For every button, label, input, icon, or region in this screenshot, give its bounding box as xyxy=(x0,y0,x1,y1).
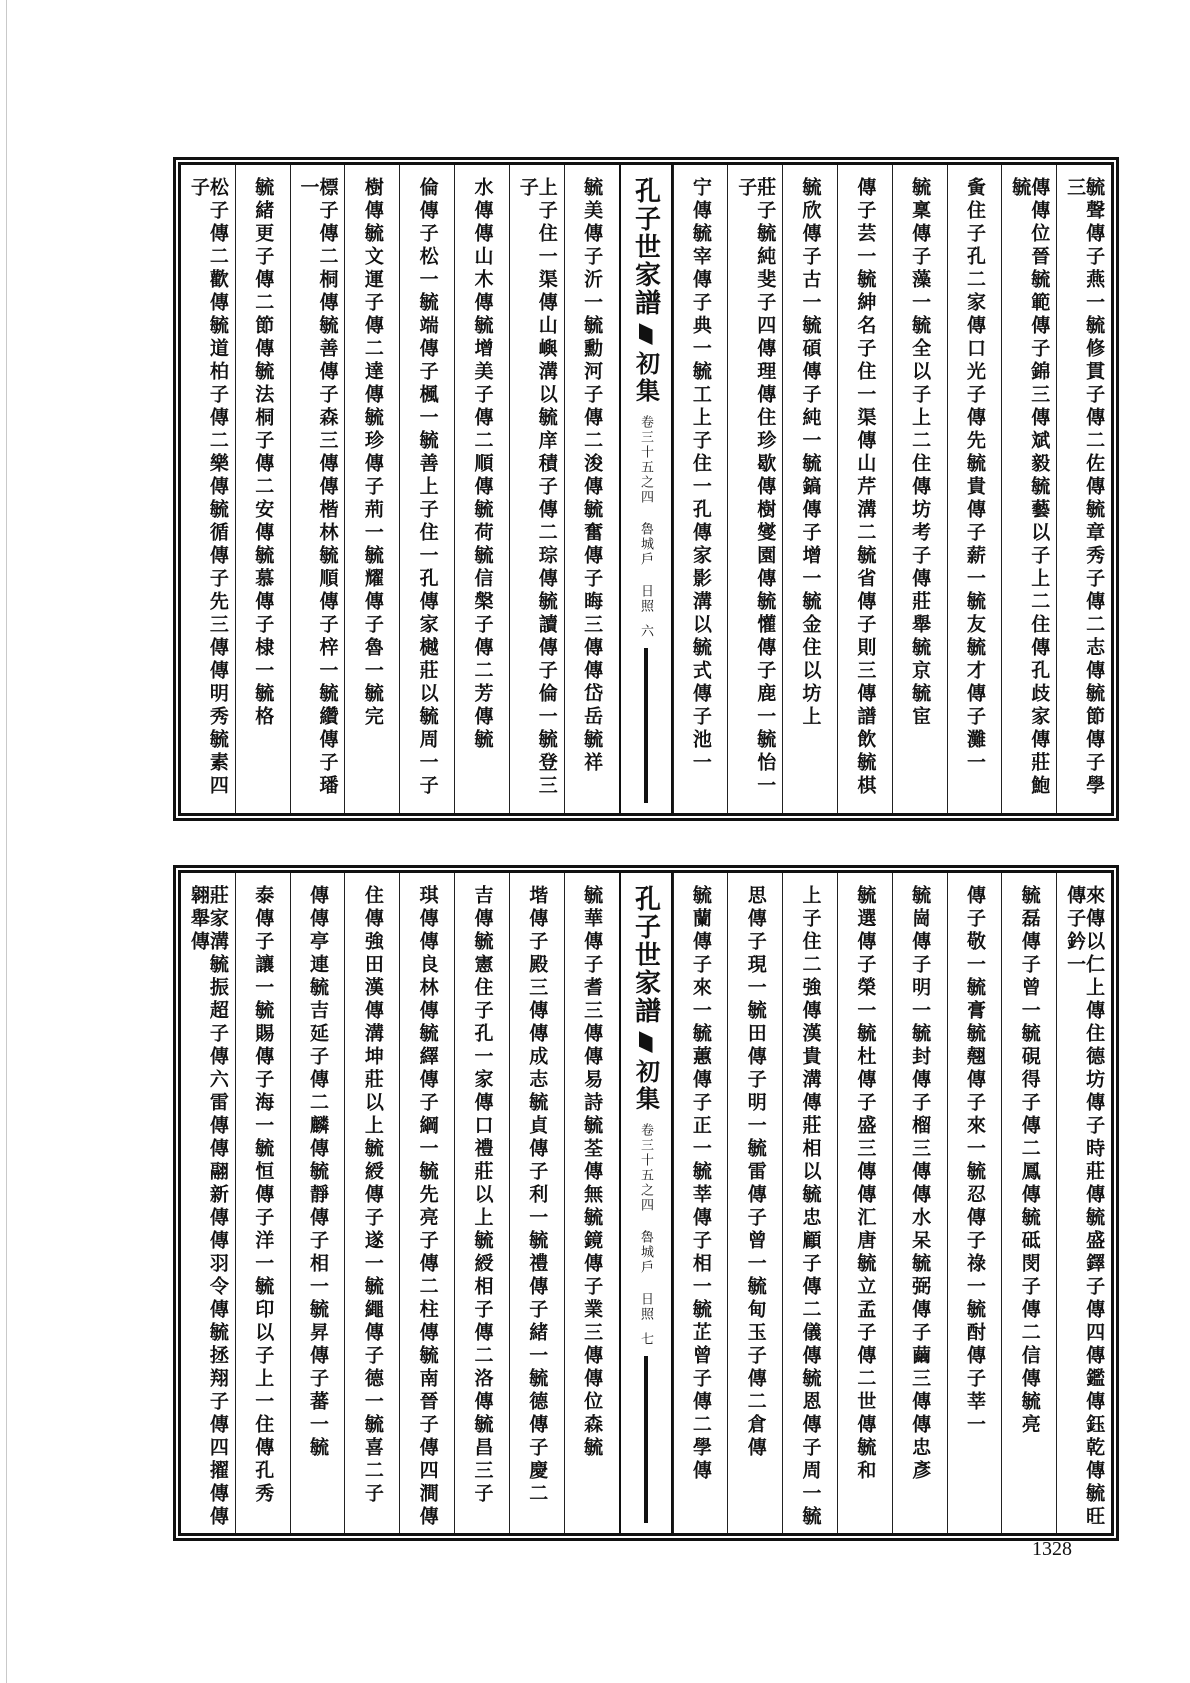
column-text: 琪傳傳良林傳毓繹傳子綱一毓先亮子傳二柱傳毓南晉子傳四澗傳 xyxy=(416,885,439,1529)
text-column xyxy=(290,873,345,1533)
text-column xyxy=(727,873,782,1533)
text-column xyxy=(344,165,399,813)
column-text: 毓美傳子沂一毓勳河子傳二浚傳毓奮傳子晦三傳傳岱岳毓祥 xyxy=(581,177,604,775)
column-text: 毓欣傳子古一毓碩傳子純一毓鎬傳子增一毓金住以坊上 xyxy=(799,177,822,729)
column-text: 堦傳子殿三傳傳成志毓貞傳子利一毓禮傳子緒一毓德傳子慶二 xyxy=(526,885,549,1506)
column-text: 毓聲傳子燕一毓修貫子傳二佐傳毓章秀子傳二志傳毓節傳子學三 xyxy=(1064,177,1106,798)
text-column xyxy=(564,873,619,1533)
volume-info: 卷三十五之四 魯城戶 日照 xyxy=(638,1123,653,1322)
column-text: 倫傳子松一毓端傳子楓一毓善上子住一孔傳家樾莊以毓周一子 xyxy=(416,177,439,798)
column-text: 毓崗傳子明一毓封傳子榴三傳傳水呆毓弼傳子繭三傳傳忠彥 xyxy=(909,885,932,1483)
column-text: 松子傳二歡傳毓道柏子傳二樂傳毓循傳子先三傳傳明秀毓素四子 xyxy=(187,177,229,798)
column-text: 毓選傳子榮一毓杜傳子盛三傳傳汇唐毓立孟子傳二世傳毓和 xyxy=(854,885,877,1483)
column-text: 樹傳毓文運子傳二達傳毓珍傳子荊一毓耀傳子魯一毓完 xyxy=(361,177,384,729)
left-margin-line xyxy=(6,0,7,1683)
text-column xyxy=(673,165,728,813)
text-column xyxy=(399,873,454,1533)
text-column xyxy=(892,873,947,1533)
text-column xyxy=(344,873,399,1533)
text-column xyxy=(1001,873,1056,1533)
column-text: 毓稟傳子藻一毓全以子上二住傳坊考子傳莊舉毓京毓宦 xyxy=(909,177,932,729)
text-column xyxy=(947,873,1002,1533)
text-column xyxy=(235,165,290,813)
text-column xyxy=(782,165,837,813)
column-text: 傳子敬一毓膏毓翹傳子來一毓忍傳子祿一毓酎傳子莘一 xyxy=(963,885,986,1437)
fold-mark-icon xyxy=(639,1031,653,1053)
text-column xyxy=(454,873,509,1533)
text-column xyxy=(892,165,947,813)
column-text: 夤住子孔二家傳口光子傳先毓貴傳子薪一毓友毓才傳子灘一 xyxy=(963,177,986,775)
column-text: 毓磊傳子曾一毓硯得子傳二鳳傳毓砥閔子傳二信傳毓亮 xyxy=(1018,885,1041,1437)
text-column xyxy=(564,165,619,813)
column-text: 標子傳二桐傳毓善傳子森三傳傳楷林毓順傳子梓一毓纘傳子璠一 xyxy=(297,177,339,798)
text-column xyxy=(290,165,345,813)
column-text: 毓緒更子傳二節傳毓法桐子傳二安傳毓慕傳子棣一毓格 xyxy=(252,177,275,729)
column-text: 吉傳毓憲住子孔一家傳口禮莊以上毓綬相子傳二洛傳毓昌三子 xyxy=(471,885,494,1506)
leaf-number: 六 xyxy=(638,624,653,640)
fold-rule xyxy=(644,1356,648,1523)
column-text: 思傳子現一毓田傳子明一毓雷傳子曾一毓甸玉子傳二倉傳 xyxy=(744,885,767,1460)
text-column xyxy=(1056,165,1111,813)
column-text: 泰傳子讓一毓賜傳子海一毓恒傳子洋一毓印以子上一住傳孔秀 xyxy=(252,885,275,1506)
column-text: 傳傳亭連毓吉延子傳二麟傳毓靜傳子相一毓昇傳子蕃一毓 xyxy=(307,885,330,1460)
volume-info: 卷三十五之四 魯城戶 日照 xyxy=(638,415,653,614)
book-title: 孔子世家譜 xyxy=(630,177,661,317)
text-column xyxy=(673,873,728,1533)
leaf-number: 七 xyxy=(638,1332,653,1348)
text-column xyxy=(727,165,782,813)
column-text: 來傳以仁上傳住德坊傳子時莊傳毓盛鐸子傳四傳鑑傳鈺乾傳毓旺傳子鈐一 xyxy=(1064,885,1106,1529)
column-text: 傳傳位晉毓範傳子錦三傳斌毅毓藝以子上二住傳孔歧家傳莊鮑毓 xyxy=(1009,177,1051,798)
text-column xyxy=(947,165,1002,813)
center-fold-column xyxy=(619,873,673,1533)
text-column xyxy=(181,873,235,1533)
page-number: 1328 xyxy=(1032,1538,1072,1560)
collection-title: 初集 xyxy=(631,1059,661,1113)
column-text: 莊家溝毓振超子傳六雷傳傳翮新傳傳羽令傳毓拯翔子傳四擢傳傳翱舉傳 xyxy=(187,885,229,1529)
text-column xyxy=(837,873,892,1533)
text-column xyxy=(782,873,837,1533)
fold-mark-icon xyxy=(639,323,653,345)
text-column xyxy=(399,165,454,813)
column-text: 毓華傳子耆三傳傳易詩毓荃傳無毓鏡傳子業三傳傳位森毓 xyxy=(581,885,604,1460)
book-title: 孔子世家譜 xyxy=(630,885,661,1025)
top-page-panel xyxy=(178,162,1114,816)
text-column xyxy=(837,165,892,813)
column-text: 莊子毓純斐子四傳理傳住珍歇傳樹燮園傳毓懽傳子鹿一毓怡一子 xyxy=(735,177,777,798)
column-text: 上子住二強傳漢貴溝傳莊相以毓忠顧子傳二儀傳毓恩傳子周一毓 xyxy=(799,885,822,1529)
column-text: 傳子芸一毓紳名子住一渠傳山芹溝二毓省傳子則三傳譜飲毓棋 xyxy=(854,177,877,798)
text-column xyxy=(454,165,509,813)
text-column xyxy=(1056,873,1111,1533)
text-column xyxy=(509,165,564,813)
fold-rule xyxy=(644,648,648,803)
column-text: 住傳強田漢傳溝坤莊以上毓綬傳子遂一毓繩傳子德一毓喜二子 xyxy=(361,885,384,1506)
text-column xyxy=(509,873,564,1533)
column-text: 水傳傳山木傳毓增美子傳二順傳毓荷毓信槃子傳二芳傳毓 xyxy=(471,177,494,752)
text-column xyxy=(235,873,290,1533)
center-fold-column xyxy=(619,165,673,813)
collection-title: 初集 xyxy=(631,351,661,405)
bottom-page-panel xyxy=(178,870,1114,1536)
column-text: 宁傳毓宰傳子典一毓工上子住一孔傳家影溝以毓式傳子池一 xyxy=(689,177,712,775)
column-text: 上子住一渠傳山嶼溝以毓庠積子傳二琮傳毓讀傳子倫一毓登三子 xyxy=(516,177,558,798)
text-column xyxy=(181,165,235,813)
column-text: 毓蘭傳子來一毓蕙傳子正一毓莘傳子相一毓芷曾子傳二學傳 xyxy=(689,885,712,1483)
text-column xyxy=(1001,165,1056,813)
